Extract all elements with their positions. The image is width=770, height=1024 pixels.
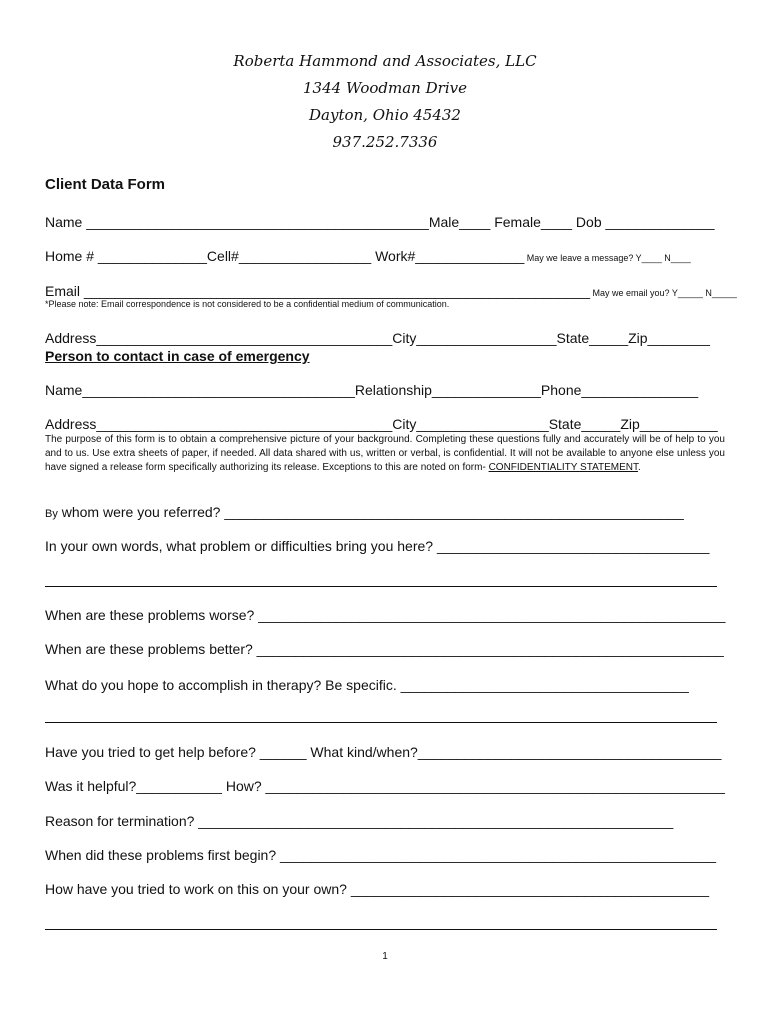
better-line[interactable]: When are these problems better? ____________________________________________________________ <box>45 641 724 657</box>
email-note: *Please note: Email correspondence is not considered to be a confidential medium of communication. <box>45 299 450 309</box>
problem-line[interactable]: In your own words, what problem or difficulties bring you here? ___________________________________ <box>45 538 710 554</box>
first-begin-line[interactable]: When did these problems first begin? ________________________________________________________ <box>45 847 717 863</box>
tried-help-line[interactable]: Have you tried to get help before? ______ What kind/when?_______________________________________ <box>45 744 722 760</box>
company-name: Roberta Hammond and Associates, LLC <box>233 52 537 70</box>
referred-line[interactable] <box>45 504 684 520</box>
own-effort-continuation-line[interactable] <box>45 929 717 930</box>
purpose-paragraph <box>45 433 725 475</box>
purpose-period: . <box>638 462 641 473</box>
phones-line[interactable] <box>45 248 691 264</box>
hope-continuation-line[interactable] <box>45 722 717 723</box>
phones-fields[interactable]: Home # ______________Cell#_________________ Work#______________ <box>45 248 525 264</box>
emergency-contact-heading: Person to contact in case of emergency <box>45 348 310 364</box>
confidentiality-statement-link: CONFIDENTIALITY STATEMENT <box>488 462 639 473</box>
own-effort-line[interactable]: How have you tried to work on this on your own? ______________________________________________ <box>45 881 709 897</box>
company-city: Dayton, Ohio 45432 <box>309 106 461 124</box>
leave-message-question[interactable]: May we leave a message? Y____ N____ <box>524 253 691 263</box>
termination-line[interactable]: Reason for termination? _____________________________________________________________ <box>45 813 674 829</box>
page-number: 1 <box>382 951 388 962</box>
referred-by-word: By <box>45 508 58 520</box>
client-name-line[interactable]: Name ____________________________________________Male____ Female____ Dob ______________ <box>45 214 715 230</box>
emergency-address-line[interactable]: Address______________________________________City_________________State_____Zip__________ <box>45 416 718 432</box>
problem-continuation-line[interactable] <box>45 586 717 587</box>
hope-line[interactable]: What do you hope to accomplish in therapy? Be specific. _____________________________________ <box>45 677 689 693</box>
email-line[interactable] <box>45 283 737 299</box>
helpful-line[interactable]: Was it helpful?___________ How? ___________________________________________________________ <box>45 778 725 794</box>
address-line[interactable]: Address______________________________________City__________________State_____Zip________ <box>45 330 710 346</box>
form-title: Client Data Form <box>45 176 166 193</box>
purpose-text: The purpose of this form is to obtain a comprehensive picture of your background. Completing these questions fully and accurately will be of help to you and to us. Use extra sheets of paper, if needed. All data shared with us, written or verbal, is confidential. It will not be available to anyone else unless you have signed a release form specifically authorizing its release. Exceptions to this are noted on form- <box>45 434 725 473</box>
emergency-name-line[interactable]: Name___________________________________Relationship______________Phone_______________ <box>45 382 699 398</box>
company-phone: 937.252.7336 <box>332 133 438 151</box>
email-field[interactable]: Email _________________________________________________________________ <box>45 283 590 299</box>
worse-line[interactable]: When are these problems worse? ____________________________________________________________ <box>45 607 726 623</box>
email-permission-question[interactable]: May we email you? Y_____ N_____ <box>590 288 737 298</box>
company-street: 1344 Woodman Drive <box>303 79 467 97</box>
referred-question[interactable]: whom were you referred? ___________________________________________________________ <box>57 504 684 520</box>
